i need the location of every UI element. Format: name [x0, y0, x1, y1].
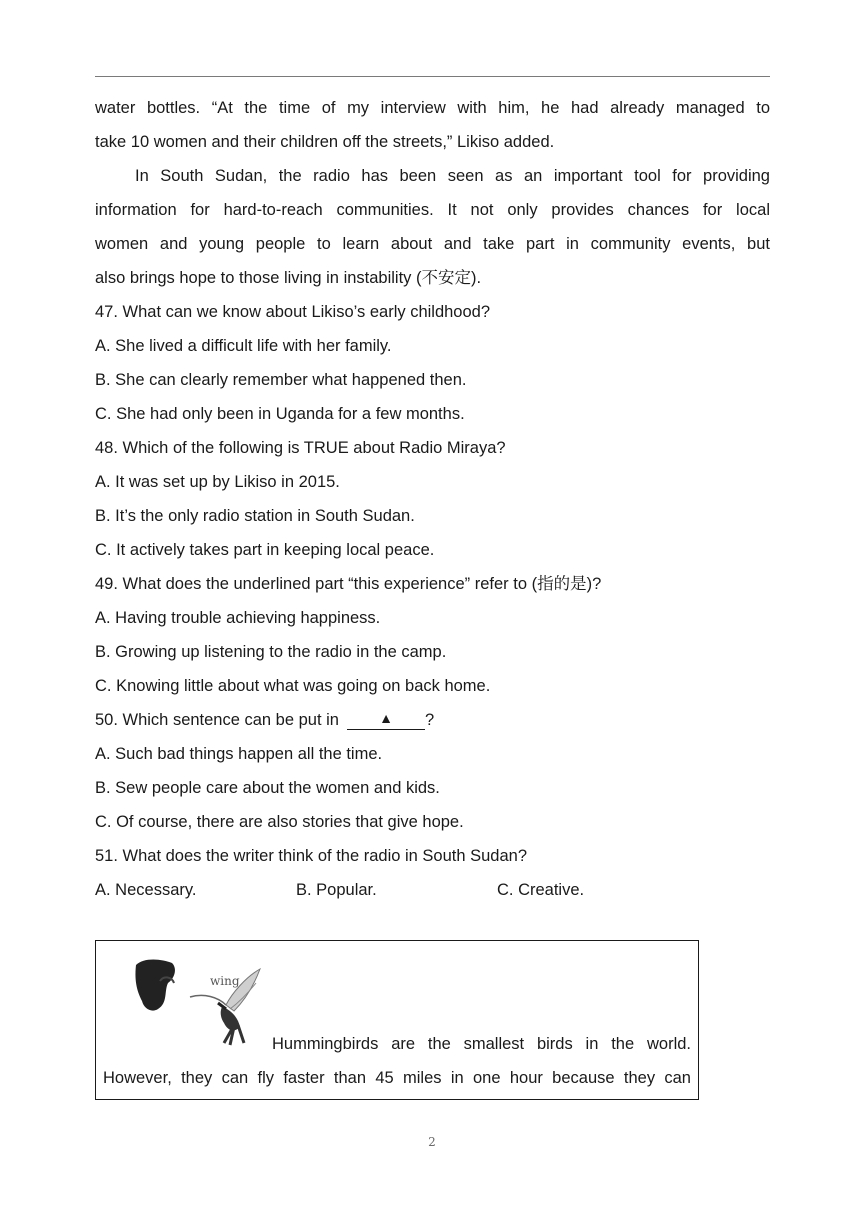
- passage-line: take 10 women and their children off the streets,” Likiso added.: [95, 133, 555, 151]
- question-47-option-c: C. She had only been in Uganda for a few months.: [95, 405, 465, 423]
- passage-line: In South Sudan, the radio has been seen as an important tool for providing: [135, 167, 770, 185]
- header-rule: [95, 76, 770, 77]
- question-50-stem-line: [95, 703, 770, 737]
- question-50-option-a: A. Such bad things happen all the time.: [95, 745, 383, 763]
- next-passage-line: Hummingbirds are the smallest birds in the world.: [272, 1035, 691, 1053]
- question-48-option-a: A. It was set up by Likiso in 2015.: [95, 473, 340, 491]
- next-passage-box: [95, 940, 699, 1100]
- question-49-option-a: A. Having trouble achieving happiness.: [95, 609, 381, 627]
- question-49-stem: 49. What does the underlined part “this experience” refer to (指的是)?: [95, 575, 602, 593]
- passage-line: information for hard-to-reach communities. It not only provides chances for local: [95, 201, 770, 219]
- hummingbird-illustration: [134, 953, 266, 1049]
- question-51-options: [95, 873, 770, 907]
- passage-line: water bottles. “At the time of my interview with him, he had already managed to: [95, 99, 770, 117]
- passage-line: women and young people to learn about and take part in community events, but: [95, 235, 770, 253]
- document-body: [95, 91, 770, 907]
- triangle-icon: ▲: [379, 710, 393, 726]
- question-48-stem: 48. Which of the following is TRUE about Radio Miraya?: [95, 439, 506, 457]
- question-51-option-b: B. Popular.: [296, 881, 377, 899]
- question-50-stem: 50. Which sentence can be put in: [95, 711, 339, 729]
- question-51-stem: 51. What does the writer think of the radio in South Sudan?: [95, 847, 528, 865]
- question-51-option-c: C. Creative.: [497, 881, 585, 899]
- question-47-stem: 47. What can we know about Likiso’s early childhood?: [95, 303, 491, 321]
- next-passage-line: However, they can fly faster than 45 miles in one hour because they can: [103, 1069, 691, 1087]
- question-50-option-c: C. Of course, there are also stories that give hope.: [95, 813, 464, 831]
- wing-label: wing: [210, 974, 240, 988]
- answer-blank: [347, 707, 425, 730]
- question-49-option-b: B. Growing up listening to the radio in the camp.: [95, 643, 447, 661]
- question-48-option-c: C. It actively takes part in keeping local peace.: [95, 541, 435, 559]
- question-48-option-b: B. It’s the only radio station in South Sudan.: [95, 507, 415, 525]
- question-47-option-b: B. She can clearly remember what happened then.: [95, 371, 467, 389]
- question-47-option-a: A. She lived a difficult life with her family.: [95, 337, 392, 355]
- question-51-option-a: A. Necessary.: [95, 881, 197, 899]
- passage-line: also brings hope to those living in instability (不安定).: [95, 269, 482, 287]
- question-50-stem-end: ?: [425, 711, 435, 729]
- question-49-option-c: C. Knowing little about what was going on back home.: [95, 677, 491, 695]
- page-number: 2: [428, 1135, 436, 1149]
- question-50-option-b: B. Sew people care about the women and kids.: [95, 779, 440, 797]
